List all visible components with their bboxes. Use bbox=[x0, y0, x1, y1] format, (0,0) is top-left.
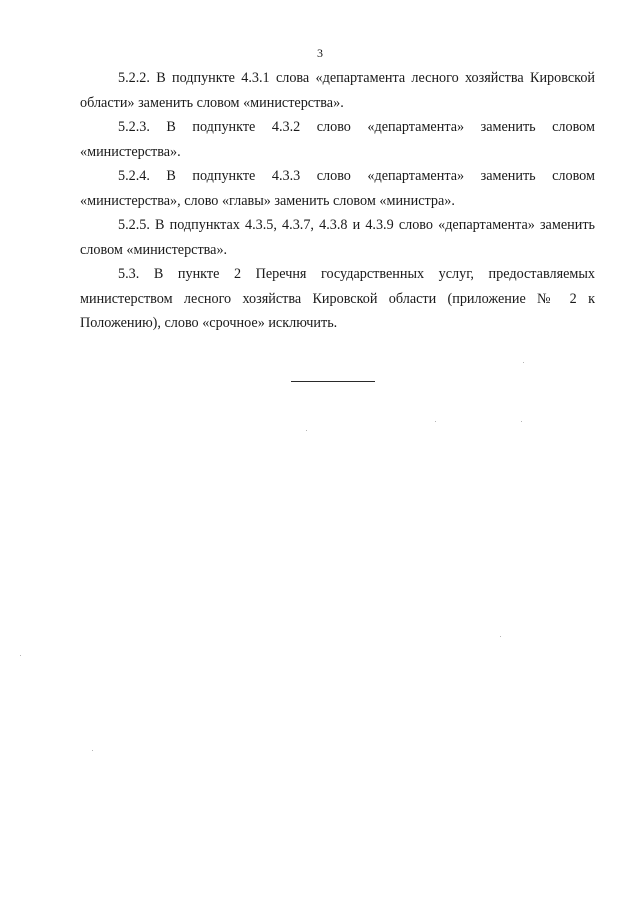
scan-speck bbox=[92, 750, 93, 751]
scan-speck bbox=[306, 430, 307, 431]
paragraph-5-2-5: 5.2.5. В подпунктах 4.3.5, 4.3.7, 4.3.8 и 4.3.9 слово «департамента» заменить словом «министерства». bbox=[80, 217, 595, 258]
paragraph-5-3: 5.3. В пункте 2 Перечня государственных услуг, предоставляемых министерством лесного хозяйства Кировской области (приложение № 2 к Положению), слово «срочное» исключить. bbox=[80, 266, 595, 331]
document-body bbox=[80, 66, 595, 336]
paragraph-5-2-2: 5.2.2. В подпункте 4.3.1 слова «департамента лесного хозяйства Кировской области» заменить словом «министерства». bbox=[80, 70, 595, 111]
page-number: 3 bbox=[317, 46, 323, 60]
paragraph-5-2-3: 5.2.3. В подпункте 4.3.2 слово «департамента» заменить словом «министерства». bbox=[80, 119, 595, 160]
scan-speck bbox=[20, 655, 21, 656]
scan-speck bbox=[523, 362, 524, 363]
end-separator-line bbox=[291, 381, 375, 382]
scan-speck bbox=[500, 636, 501, 637]
scan-speck bbox=[521, 421, 522, 422]
paragraph-5-2-4: 5.2.4. В подпункте 4.3.3 слово «департамента» заменить словом «министерства», слово «главы» заменить словом «министра». bbox=[80, 168, 595, 209]
scan-speck bbox=[435, 421, 436, 422]
